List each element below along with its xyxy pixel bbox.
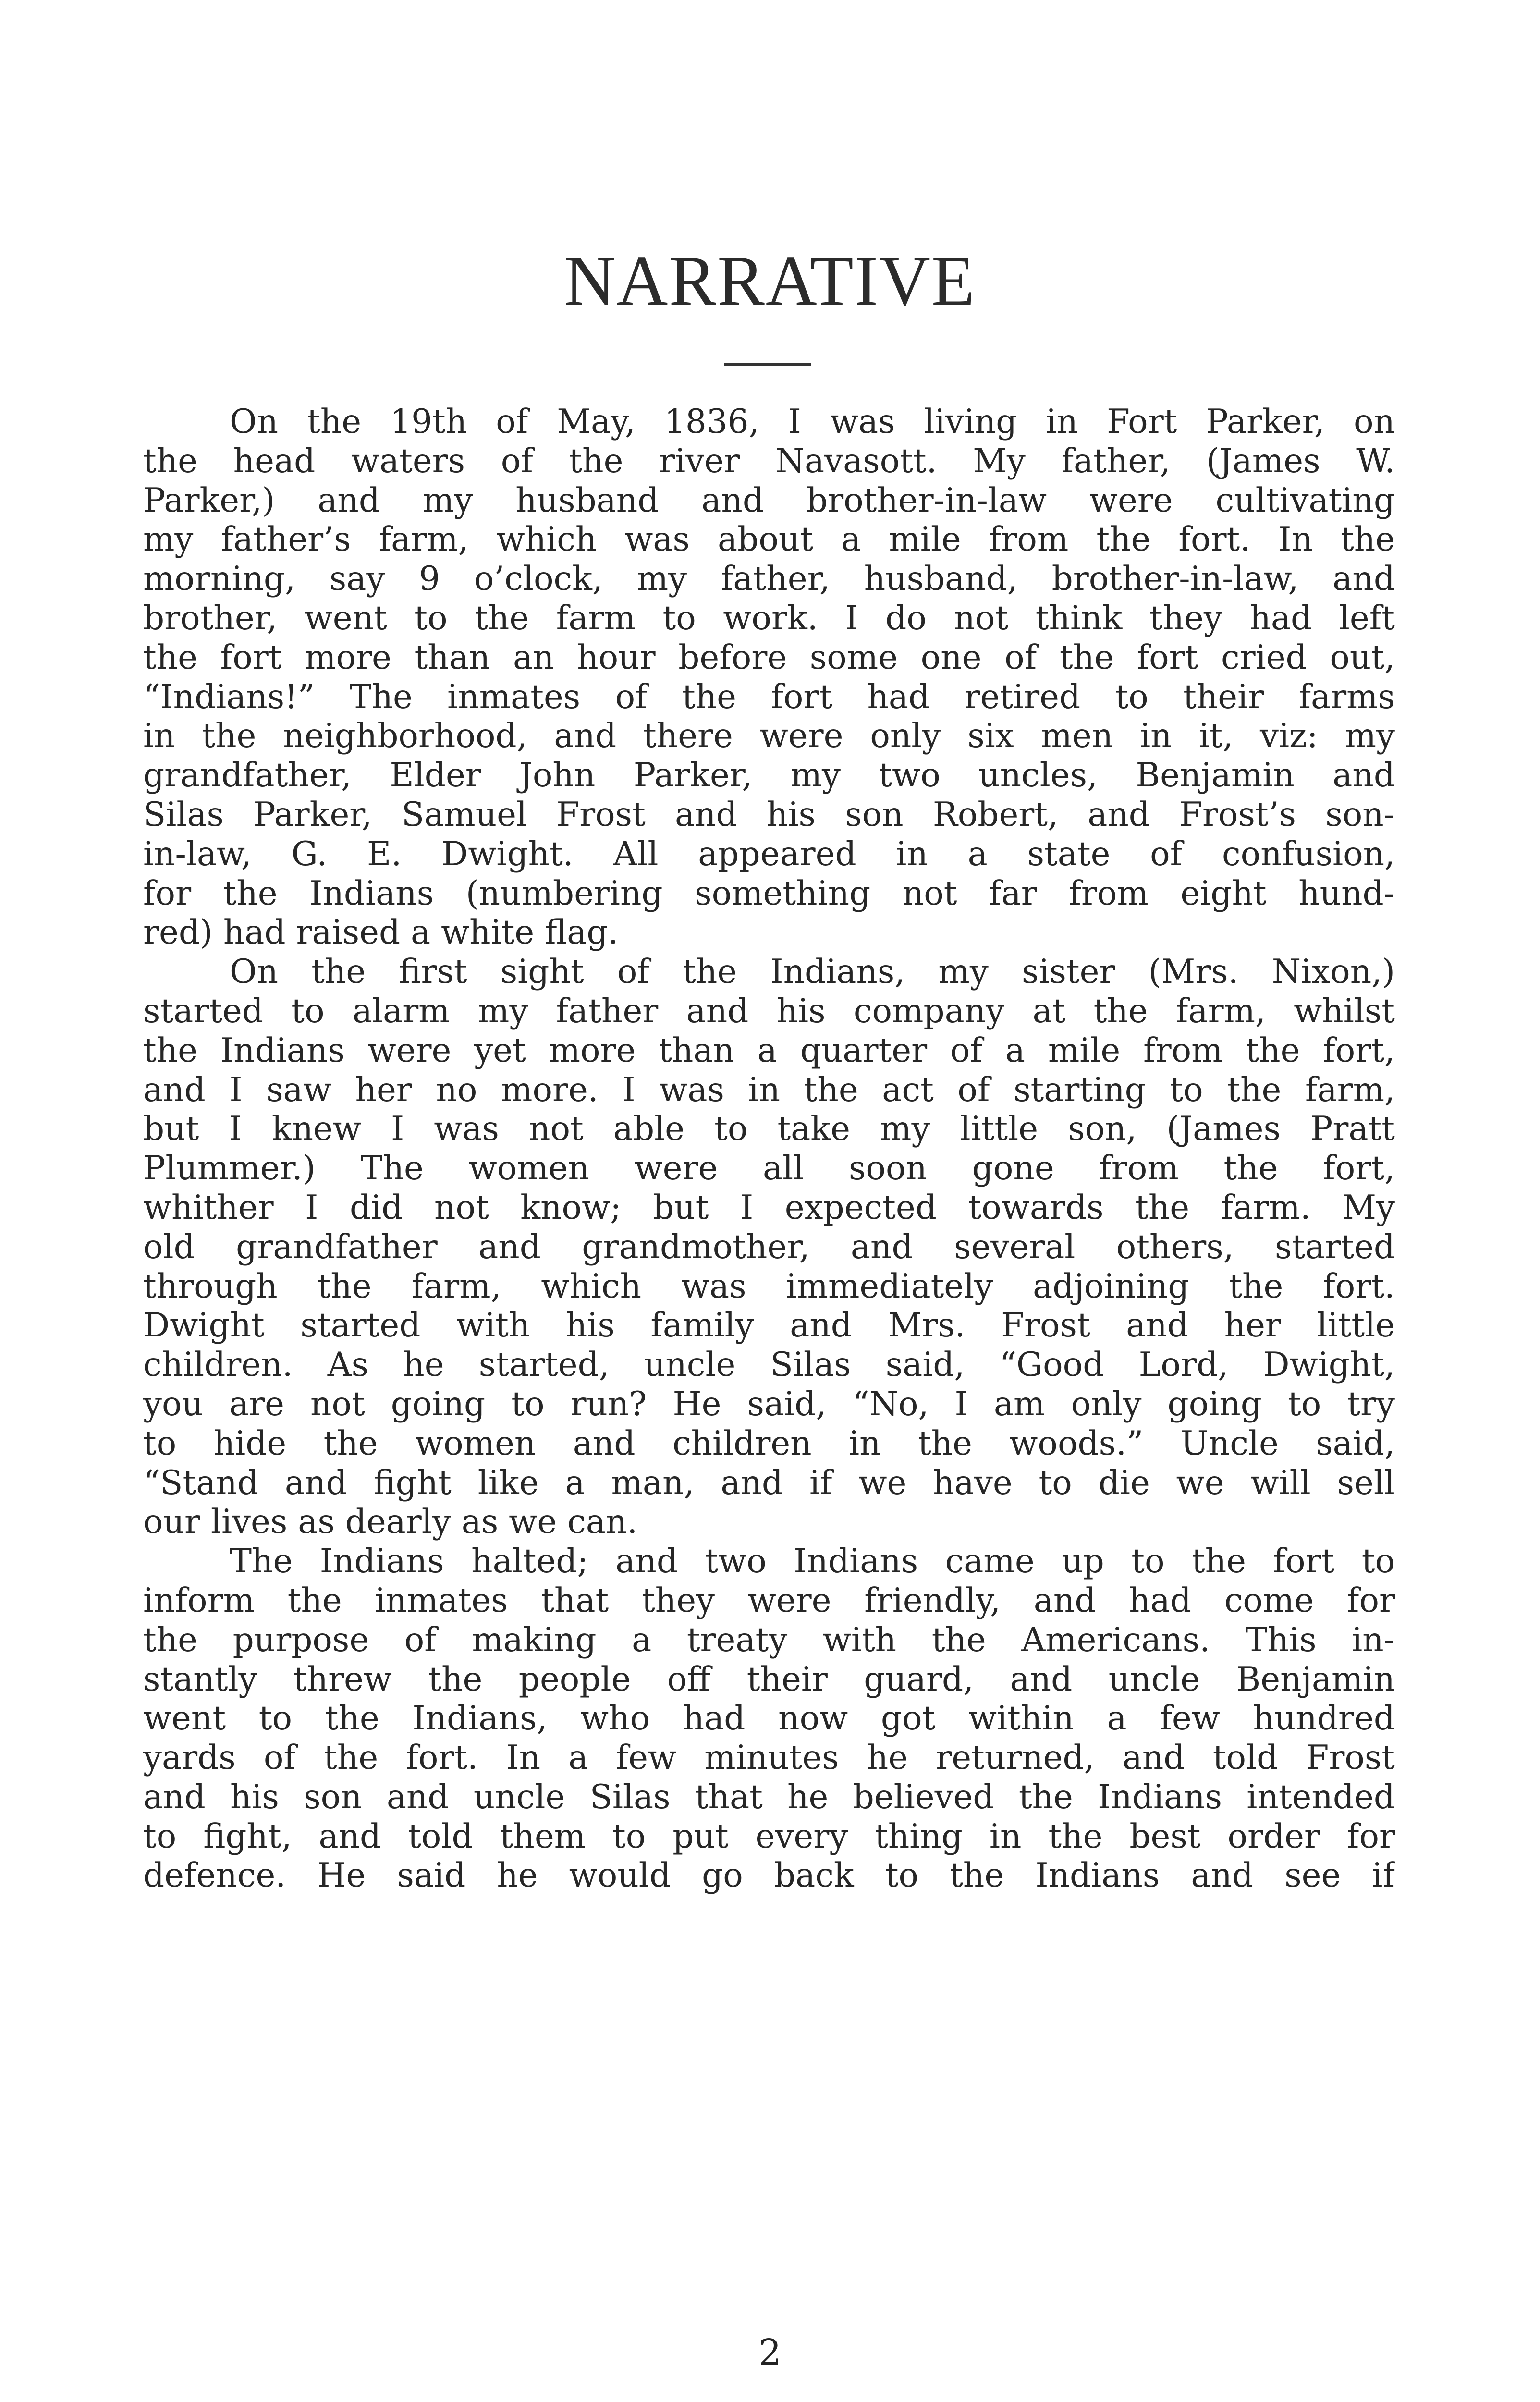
text-line: “Stand and fight like a man, and if we have to die we will sell (143, 1463, 1395, 1502)
text-line: my father’s farm, which was about a mile from the fort. In the (143, 520, 1395, 559)
text-line: you are not going to run? He said, “No, I am only going to try (143, 1385, 1395, 1423)
text-line: the Indians were yet more than a quarter of a mile from the fort, (143, 1031, 1395, 1070)
text-line: The Indians halted; and two Indians came up to the fort to (230, 1542, 1395, 1581)
text-line: and I saw her no more. I was in the act of starting to the farm, (143, 1070, 1395, 1109)
text-line: brother, went to the farm to work. I do not think they had left (143, 599, 1395, 637)
text-line: children. As he started, uncle Silas said, “Good Lord, Dwight, (143, 1346, 1395, 1385)
text-line: old grandfather and grandmother, and several others, started (143, 1227, 1395, 1266)
text-line: to hide the women and children in the woods.” Uncle said, (143, 1424, 1395, 1463)
text-line: “Indians!” The inmates of the fort had retired to their farms (143, 677, 1395, 716)
title-divider-rule (724, 363, 811, 366)
paragraph-1 (143, 403, 1395, 953)
text-line: inform the inmates that they were friendly, and had come for (143, 1581, 1395, 1620)
text-line: and his son and uncle Silas that he believed the Indians intended (143, 1777, 1395, 1816)
text-line: stantly threw the people off their guard, and uncle Benjamin (143, 1660, 1395, 1699)
text-line: On the first sight of the Indians, my sister (Mrs. Nixon,) (230, 953, 1395, 992)
text-line: the head waters of the river Navasott. My father, (James W. (143, 441, 1395, 480)
text-line: red) had raised a white flag. (143, 913, 619, 952)
text-line: our lives as dearly as we can. (143, 1503, 638, 1542)
text-line: grandfather, Elder John Parker, my two uncles, Benjamin and (143, 756, 1395, 795)
text-line: Parker,) and my husband and brother-in-law were cultivating (143, 481, 1395, 520)
chapter-title: NARRATIVE (564, 242, 976, 320)
text-line: Silas Parker, Samuel Frost and his son Robert, and Frost’s son- (143, 795, 1395, 834)
text-line: through the farm, which was immediately adjoining the fort. (143, 1267, 1395, 1306)
text-line: but I knew I was not able to take my little son, (James Pratt (143, 1110, 1395, 1149)
paragraph-3 (143, 1542, 1395, 1896)
text-line: On the 19th of May, 1836, I was living in Fort Parker, on (230, 403, 1395, 441)
text-line: the purpose of making a treaty with the Americans. This in- (143, 1620, 1395, 1659)
text-line: for the Indians (numbering something not far from eight hund- (143, 874, 1395, 913)
text-line: morning, say 9 o’clock, my father, husband, brother-in-law, and (143, 560, 1395, 599)
text-line: defence. He said he would go back to the Indians and see if (143, 1856, 1395, 1895)
narrative-body (143, 403, 1395, 1896)
text-line: in-law, G. E. Dwight. All appeared in a state of confusion, (143, 834, 1395, 873)
text-line: Plummer.) The women were all soon gone from the fort, (143, 1149, 1395, 1188)
page-number: 2 (758, 2332, 782, 2373)
paragraph-2 (143, 953, 1395, 1542)
text-line: the fort more than an hour before some one of the fort cried out, (143, 638, 1395, 677)
text-line: went to the Indians, who had now got within a few hundred (143, 1699, 1395, 1738)
text-line: to fight, and told them to put every thing in the best order for (143, 1817, 1395, 1856)
text-line: yards of the fort. In a few minutes he returned, and told Frost (143, 1739, 1395, 1777)
text-line: in the neighborhood, and there were only six men in it, viz: my (143, 717, 1395, 756)
text-line: Dwight started with his family and Mrs. Frost and her little (143, 1306, 1395, 1345)
text-line: started to alarm my father and his company at the farm, whilst (143, 992, 1395, 1030)
text-line: whither I did not know; but I expected towards the farm. My (143, 1188, 1395, 1227)
